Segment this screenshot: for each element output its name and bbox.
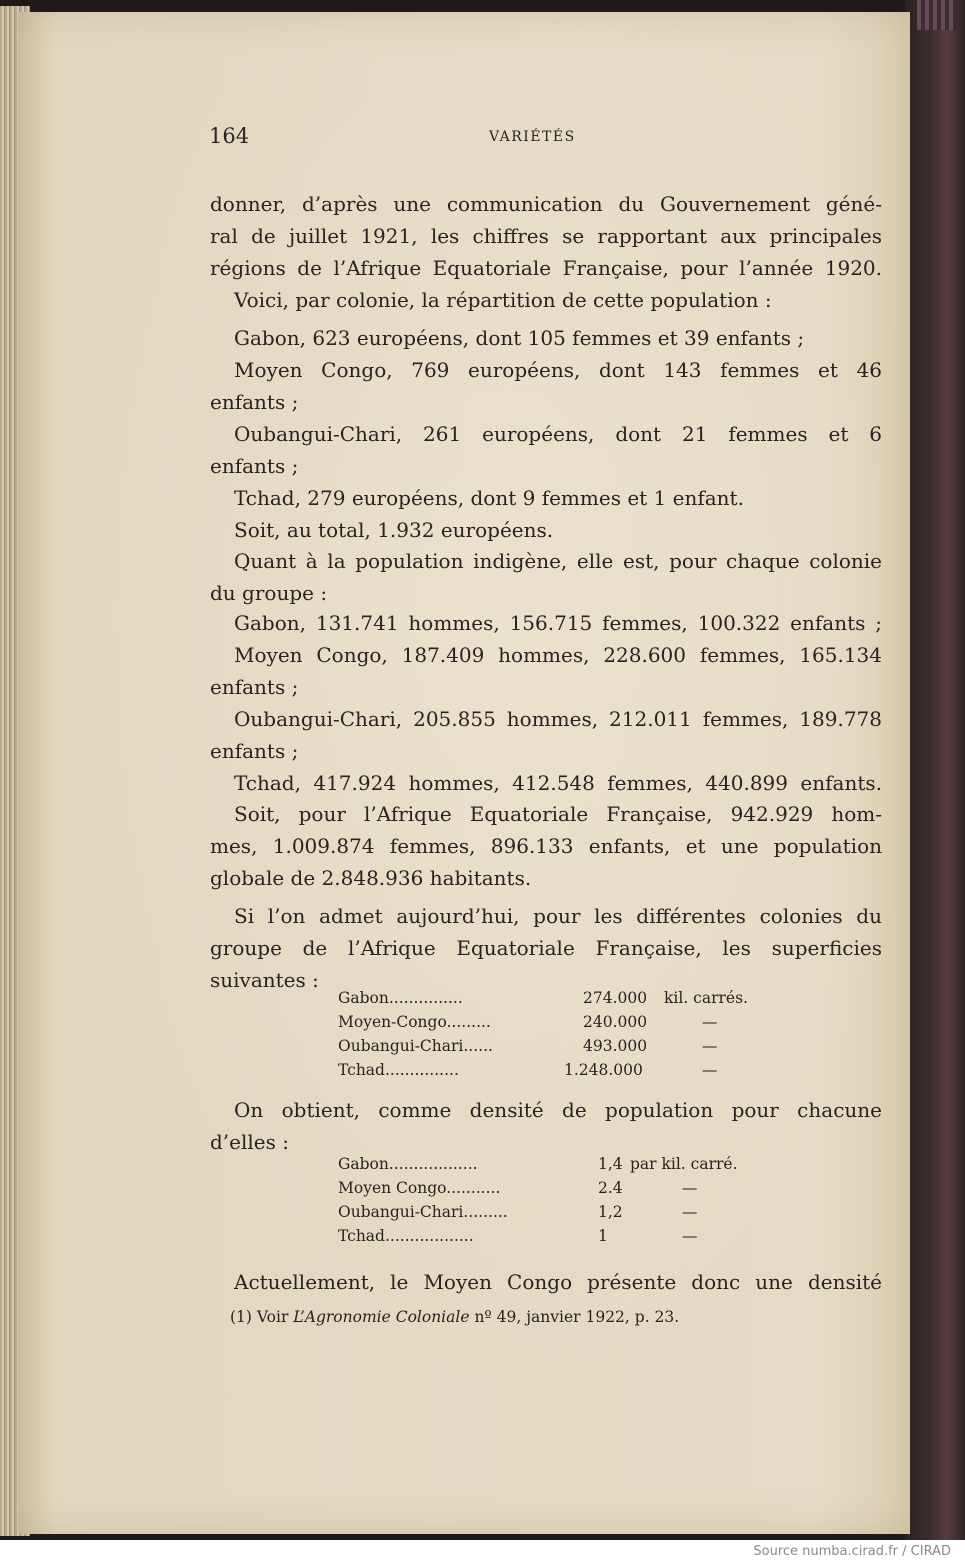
footnote-journal: L’Agronomie Coloniale: [293, 1308, 470, 1326]
footnote-prefix: (1) Voir: [230, 1308, 294, 1326]
text-line: du groupe :: [210, 581, 328, 605]
text-line: Soit, au total, 1.932 européens.: [234, 518, 554, 542]
table-row-value: 1.248.000: [564, 1061, 643, 1079]
text-line: ral de juillet 1921, les chiffres se rapportant aux principales: [210, 224, 882, 248]
book-binding: [905, 0, 965, 1540]
table-row-unit: par kil. carré.: [630, 1155, 738, 1173]
text-line: Oubangui-Chari, 261 européens, dont 21 femmes et 6: [234, 422, 882, 446]
table-row-unit: —: [702, 1037, 718, 1055]
table-row-value: 1,4: [598, 1155, 623, 1173]
table-row-unit: —: [682, 1179, 698, 1197]
text-line: Voici, par colonie, la répartition de cette population :: [234, 288, 772, 312]
table-row-unit: kil. carrés.: [664, 989, 748, 1007]
text-line: Gabon, 623 européens, dont 105 femmes et 39 enfants ;: [234, 326, 805, 350]
table-row-unit: —: [702, 1061, 718, 1079]
running-head: [209, 124, 882, 158]
table-row-label: Oubangui-Chari.........: [338, 1203, 508, 1221]
text-line: enfants ;: [210, 675, 299, 699]
table-row-label: Tchad..................: [338, 1227, 474, 1245]
text-line: suivantes :: [210, 968, 319, 992]
table-row-value: 240.000: [583, 1013, 648, 1031]
page-number: 164: [209, 124, 250, 148]
table-row-value: 493.000: [583, 1037, 648, 1055]
table-row-value: 2.4: [598, 1179, 623, 1197]
table-row-unit: —: [682, 1203, 698, 1221]
text-line: Tchad, 417.924 hommes, 412.548 femmes, 440.899 enfants.: [234, 771, 882, 795]
footnote: [230, 1308, 679, 1326]
text-line: d’elles :: [210, 1130, 289, 1154]
table-row-label: Moyen Congo...........: [338, 1179, 501, 1197]
table-row-label: Gabon...............: [338, 989, 463, 1007]
table-row-unit: —: [682, 1227, 698, 1245]
text-line: enfants ;: [210, 454, 299, 478]
text-line: Actuellement, le Moyen Congo présente donc une densité: [234, 1270, 882, 1294]
text-line: On obtient, comme densité de population pour chacune: [234, 1098, 882, 1122]
table-row-value: 1,2: [598, 1203, 623, 1221]
source-credit: Source numba.cirad.fr / CIRAD: [753, 1544, 951, 1559]
text-line: donner, d’après une communication du Gouvernement géné-: [210, 192, 882, 216]
text-line: Soit, pour l’Afrique Equatoriale Française, 942.929 hom-: [234, 802, 882, 826]
text-line: Si l’on admet aujourd’hui, pour les différentes colonies du: [234, 904, 882, 928]
text-line: groupe de l’Afrique Equatoriale Française, les superficies: [210, 936, 882, 960]
text-line: Moyen Congo, 769 européens, dont 143 femmes et 46: [234, 358, 882, 382]
text-line: enfants ;: [210, 390, 299, 414]
footnote-suffix: nº 49, janvier 1922, p. 23.: [469, 1308, 680, 1326]
text-line: Tchad, 279 européens, dont 9 femmes et 1 enfant.: [234, 486, 744, 510]
table-row-value: 1: [598, 1227, 608, 1245]
text-line: régions de l’Afrique Equatoriale Française, pour l’année 1920.: [210, 256, 882, 280]
running-head-title: VARIÉTÉS: [489, 129, 576, 145]
text-line: Gabon, 131.741 hommes, 156.715 femmes, 100.322 enfants ;: [234, 611, 882, 635]
table-row-value: 274.000: [583, 989, 648, 1007]
table-row-label: Moyen-Congo.........: [338, 1013, 491, 1031]
binding-stripe: [917, 0, 957, 30]
table-row-label: Gabon..................: [338, 1155, 478, 1173]
table-row-unit: —: [702, 1013, 718, 1031]
text-line: Oubangui-Chari, 205.855 hommes, 212.011 femmes, 189.778: [234, 707, 882, 731]
text-line: globale de 2.848.936 habitants.: [210, 866, 532, 890]
table-row-label: Oubangui-Chari......: [338, 1037, 493, 1055]
text-line: Quant à la population indigène, elle est, pour chaque colonie: [234, 549, 882, 573]
text-line: Moyen Congo, 187.409 hommes, 228.600 femmes, 165.134: [234, 643, 882, 667]
table-row-label: Tchad...............: [338, 1061, 459, 1079]
book-page: [18, 12, 910, 1534]
text-line: enfants ;: [210, 739, 299, 763]
text-line: mes, 1.009.874 femmes, 896.133 enfants, et une population: [210, 834, 882, 858]
